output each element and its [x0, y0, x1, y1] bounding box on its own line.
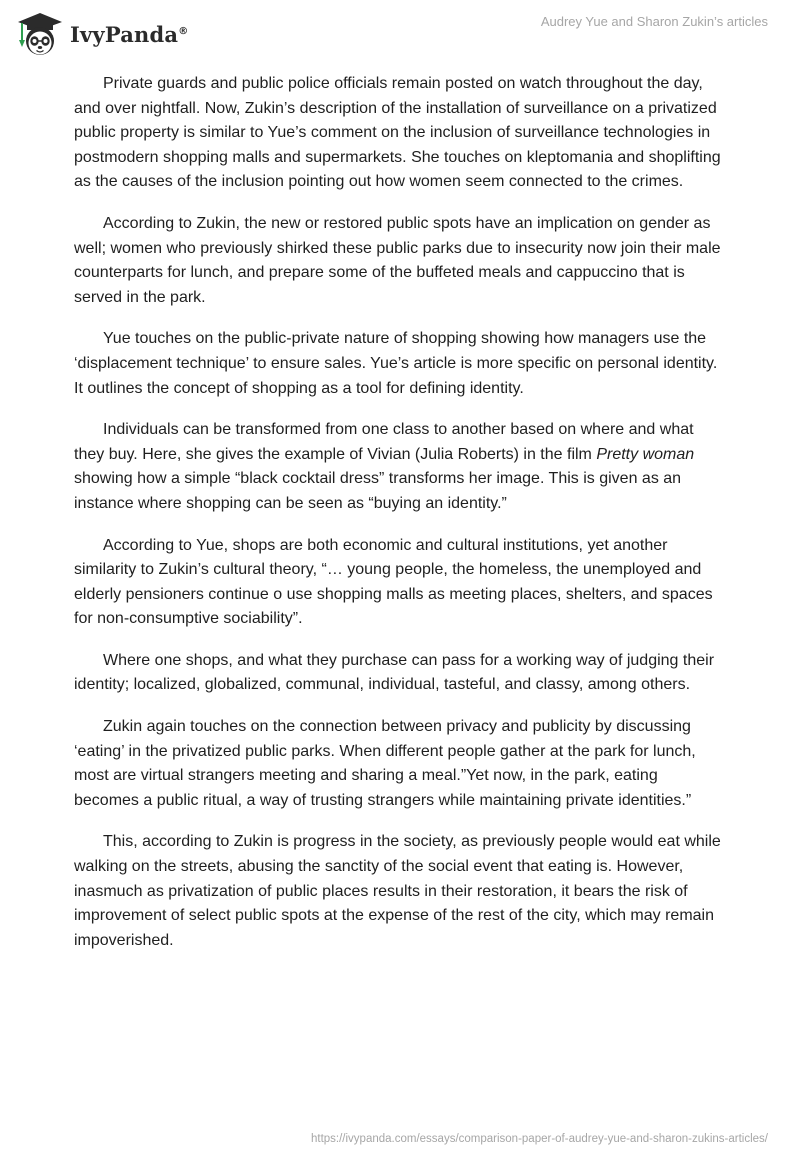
paragraph-4-after: showing how a simple “black cocktail dress” transforms her image. This is given as an instance where shopping can be seen as “buying an identity.”: [74, 470, 682, 512]
essay-body: [74, 72, 726, 970]
document-title: Audrey Yue and Sharon Zukin’s articles: [540, 14, 768, 29]
ivypanda-logo[interactable]: [14, 8, 188, 60]
paragraph-7: Zukin again touches on the connection between privacy and publicity by discussing ‘eating’ in the privatized public parks. When different people gather at the park for lunch, most are virtual strangers meeting and sharing a meal.”Yet now, in the park, eating becomes a public ritual, a way of trusting strangers while maintaining private identities.”: [74, 718, 696, 809]
panda-logo-icon: [14, 8, 66, 60]
registered-mark: ®: [178, 25, 189, 37]
source-url[interactable]: https://ivypanda.com/essays/comparison-paper-of-audrey-yue-and-sharon-zukins-articles/: [310, 1133, 768, 1145]
paragraph-1: Private guards and public police officials remain posted on watch throughout the day, and over nightfall. Now, Zukin’s description of the installation of surveillance on a privatized public property is similar to Yue’s comment on the inclusion of surveillance technologies in postmodern shopping malls and supermarkets. She touches on kleptomania and shoplifting as the causes of the inclusion pointing out how women seem connected to the crimes.: [74, 75, 721, 191]
paragraph-8: This, according to Zukin is progress in the society, as previously people would eat while walking on the streets, abusing the sanctity of the social event that eating is. However, inasmuch as privatization of public places results in their restoration, it bears the risk of improvement of select public spots at the expense of the rest of the city, which may remain impoverished.: [74, 833, 721, 949]
paragraph-3: Yue touches on the public-private nature of shopping showing how managers use the ‘displacement technique’ to ensure sales. Yue’s article is more specific on personal identity. It outlines the concept of shopping as a tool for defining identity.: [74, 330, 718, 397]
page-header: [0, 0, 800, 70]
paragraph-5: According to Yue, shops are both economic and cultural institutions, yet another similarity to Zukin’s cultural theory, “… young people, the homeless, the unemployed and elderly pensioners continue o use shopping malls as meeting places, shelters, and spaces for non-consumptive sociability”.: [74, 536, 713, 628]
paragraph-6: Where one shops, and what they purchase can pass for a working way of judging their identity; localized, globalized, communal, individual, tasteful, and classy, among others.: [74, 651, 715, 694]
logo-text: IvyPanda®: [70, 21, 189, 47]
paragraph-2: According to Zukin, the new or restored public spots have an implication on gender as well; women who previously shirked these public parks due to insecurity now join their male counterparts for lunch, and prepare some of the buffeted meals and cappuccino that is served in the park.: [74, 214, 721, 306]
paragraph-4: [74, 418, 726, 516]
paragraph-4-before: Individuals can be transformed from one class to another based on where and what they buy. Here, she gives the example of Vivian (Julia Roberts) in the film: [74, 421, 694, 463]
film-title: Pretty woman: [596, 445, 695, 463]
